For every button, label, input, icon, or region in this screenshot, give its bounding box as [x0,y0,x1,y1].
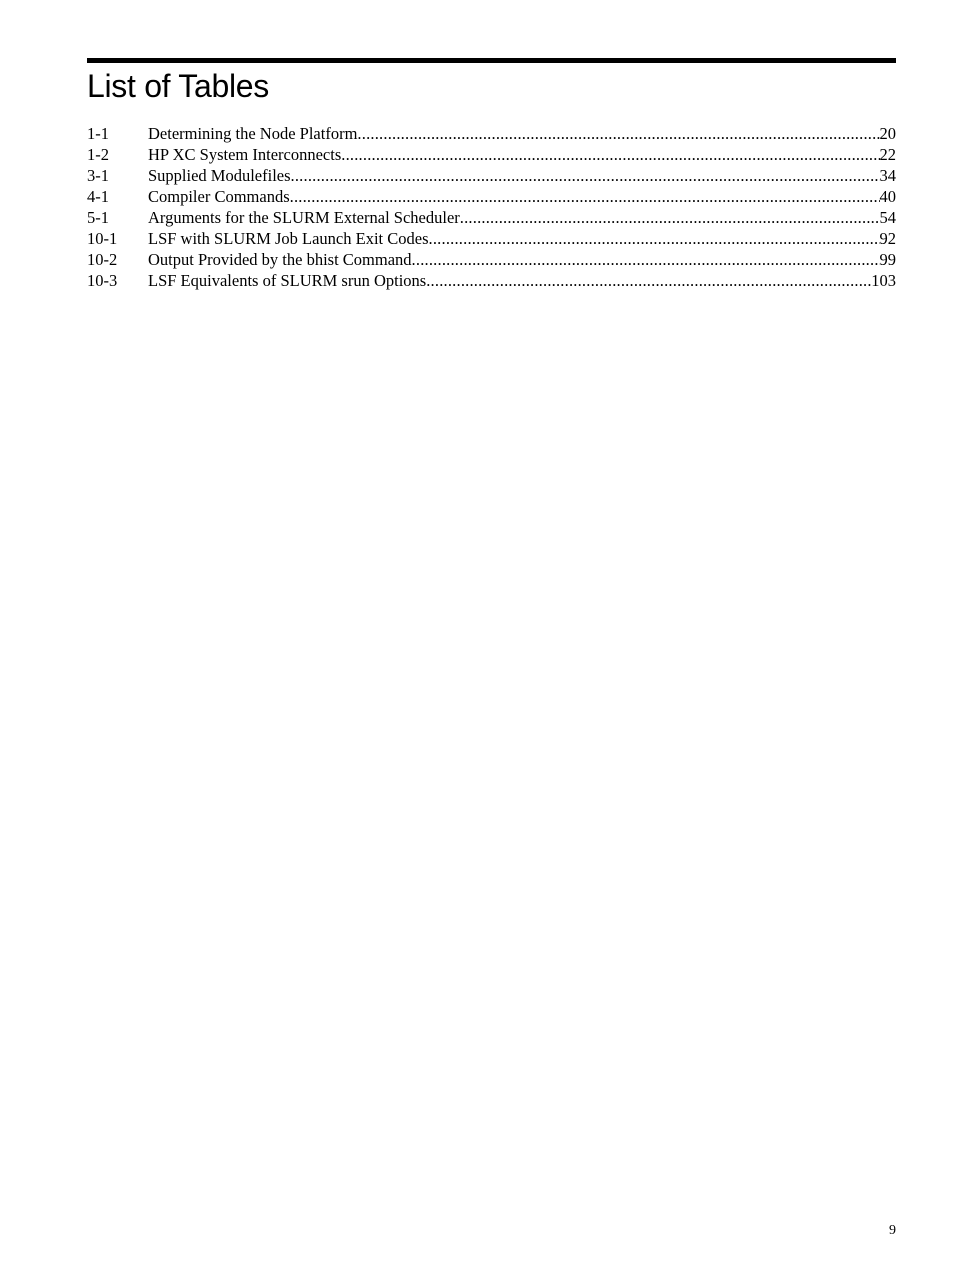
toc-entry-4-1[interactable] [87,186,896,207]
toc-entry-page: 103 [871,271,896,290]
toc-entry-10-3[interactable] [87,270,896,291]
dot-leader [291,165,880,186]
page-number: 9 [889,1223,896,1238]
dot-leader [412,249,880,270]
dot-leader [426,270,871,291]
toc-entry-5-1[interactable] [87,207,896,228]
toc-entry-page: 34 [879,166,896,185]
toc-entry-1-1[interactable] [87,123,896,144]
toc-entry-number: 10-3 [87,271,118,290]
toc-entry-number: 10-2 [87,250,118,269]
dot-leader [341,144,879,165]
toc-entry-number: 3-1 [87,166,109,185]
toc-entry-page: 40 [879,187,896,206]
dot-leader [429,228,880,249]
toc-entry-page: 20 [879,124,896,143]
toc-entry-title: Arguments for the SLURM External Scheduler [148,208,460,227]
toc-entry-number: 1-2 [87,145,109,164]
toc-entry-title: LSF with SLURM Job Launch Exit Codes [148,229,429,248]
toc-entry-title: Supplied Modulefiles [148,166,291,185]
toc-entry-page: 92 [879,229,896,248]
table-of-tables-list [87,123,896,291]
toc-entry-3-1[interactable] [87,165,896,186]
dot-leader [357,123,879,144]
toc-entry-title: Determining the Node Platform [148,124,358,143]
toc-entry-title: Compiler Commands [148,187,290,206]
toc-entry-title: LSF Equivalents of SLURM srun Options [148,271,427,290]
toc-entry-number: 4-1 [87,187,109,206]
toc-entry-number: 5-1 [87,208,109,227]
toc-entry-1-2[interactable] [87,144,896,165]
toc-entry-page: 54 [879,208,896,227]
toc-entry-title: HP XC System Interconnects [148,145,342,164]
toc-entry-title: Output Provided by the bhist Command [148,250,412,269]
toc-entry-10-1[interactable] [87,228,896,249]
toc-entry-number: 10-1 [87,229,118,248]
dot-leader [460,207,880,228]
dot-leader [290,186,880,207]
page-title: List of Tables [87,68,269,104]
toc-entry-10-2[interactable] [87,249,896,270]
toc-entry-page: 99 [879,250,896,269]
toc-entry-number: 1-1 [87,124,109,143]
toc-entry-page: 22 [879,145,896,164]
top-rule [87,58,896,63]
